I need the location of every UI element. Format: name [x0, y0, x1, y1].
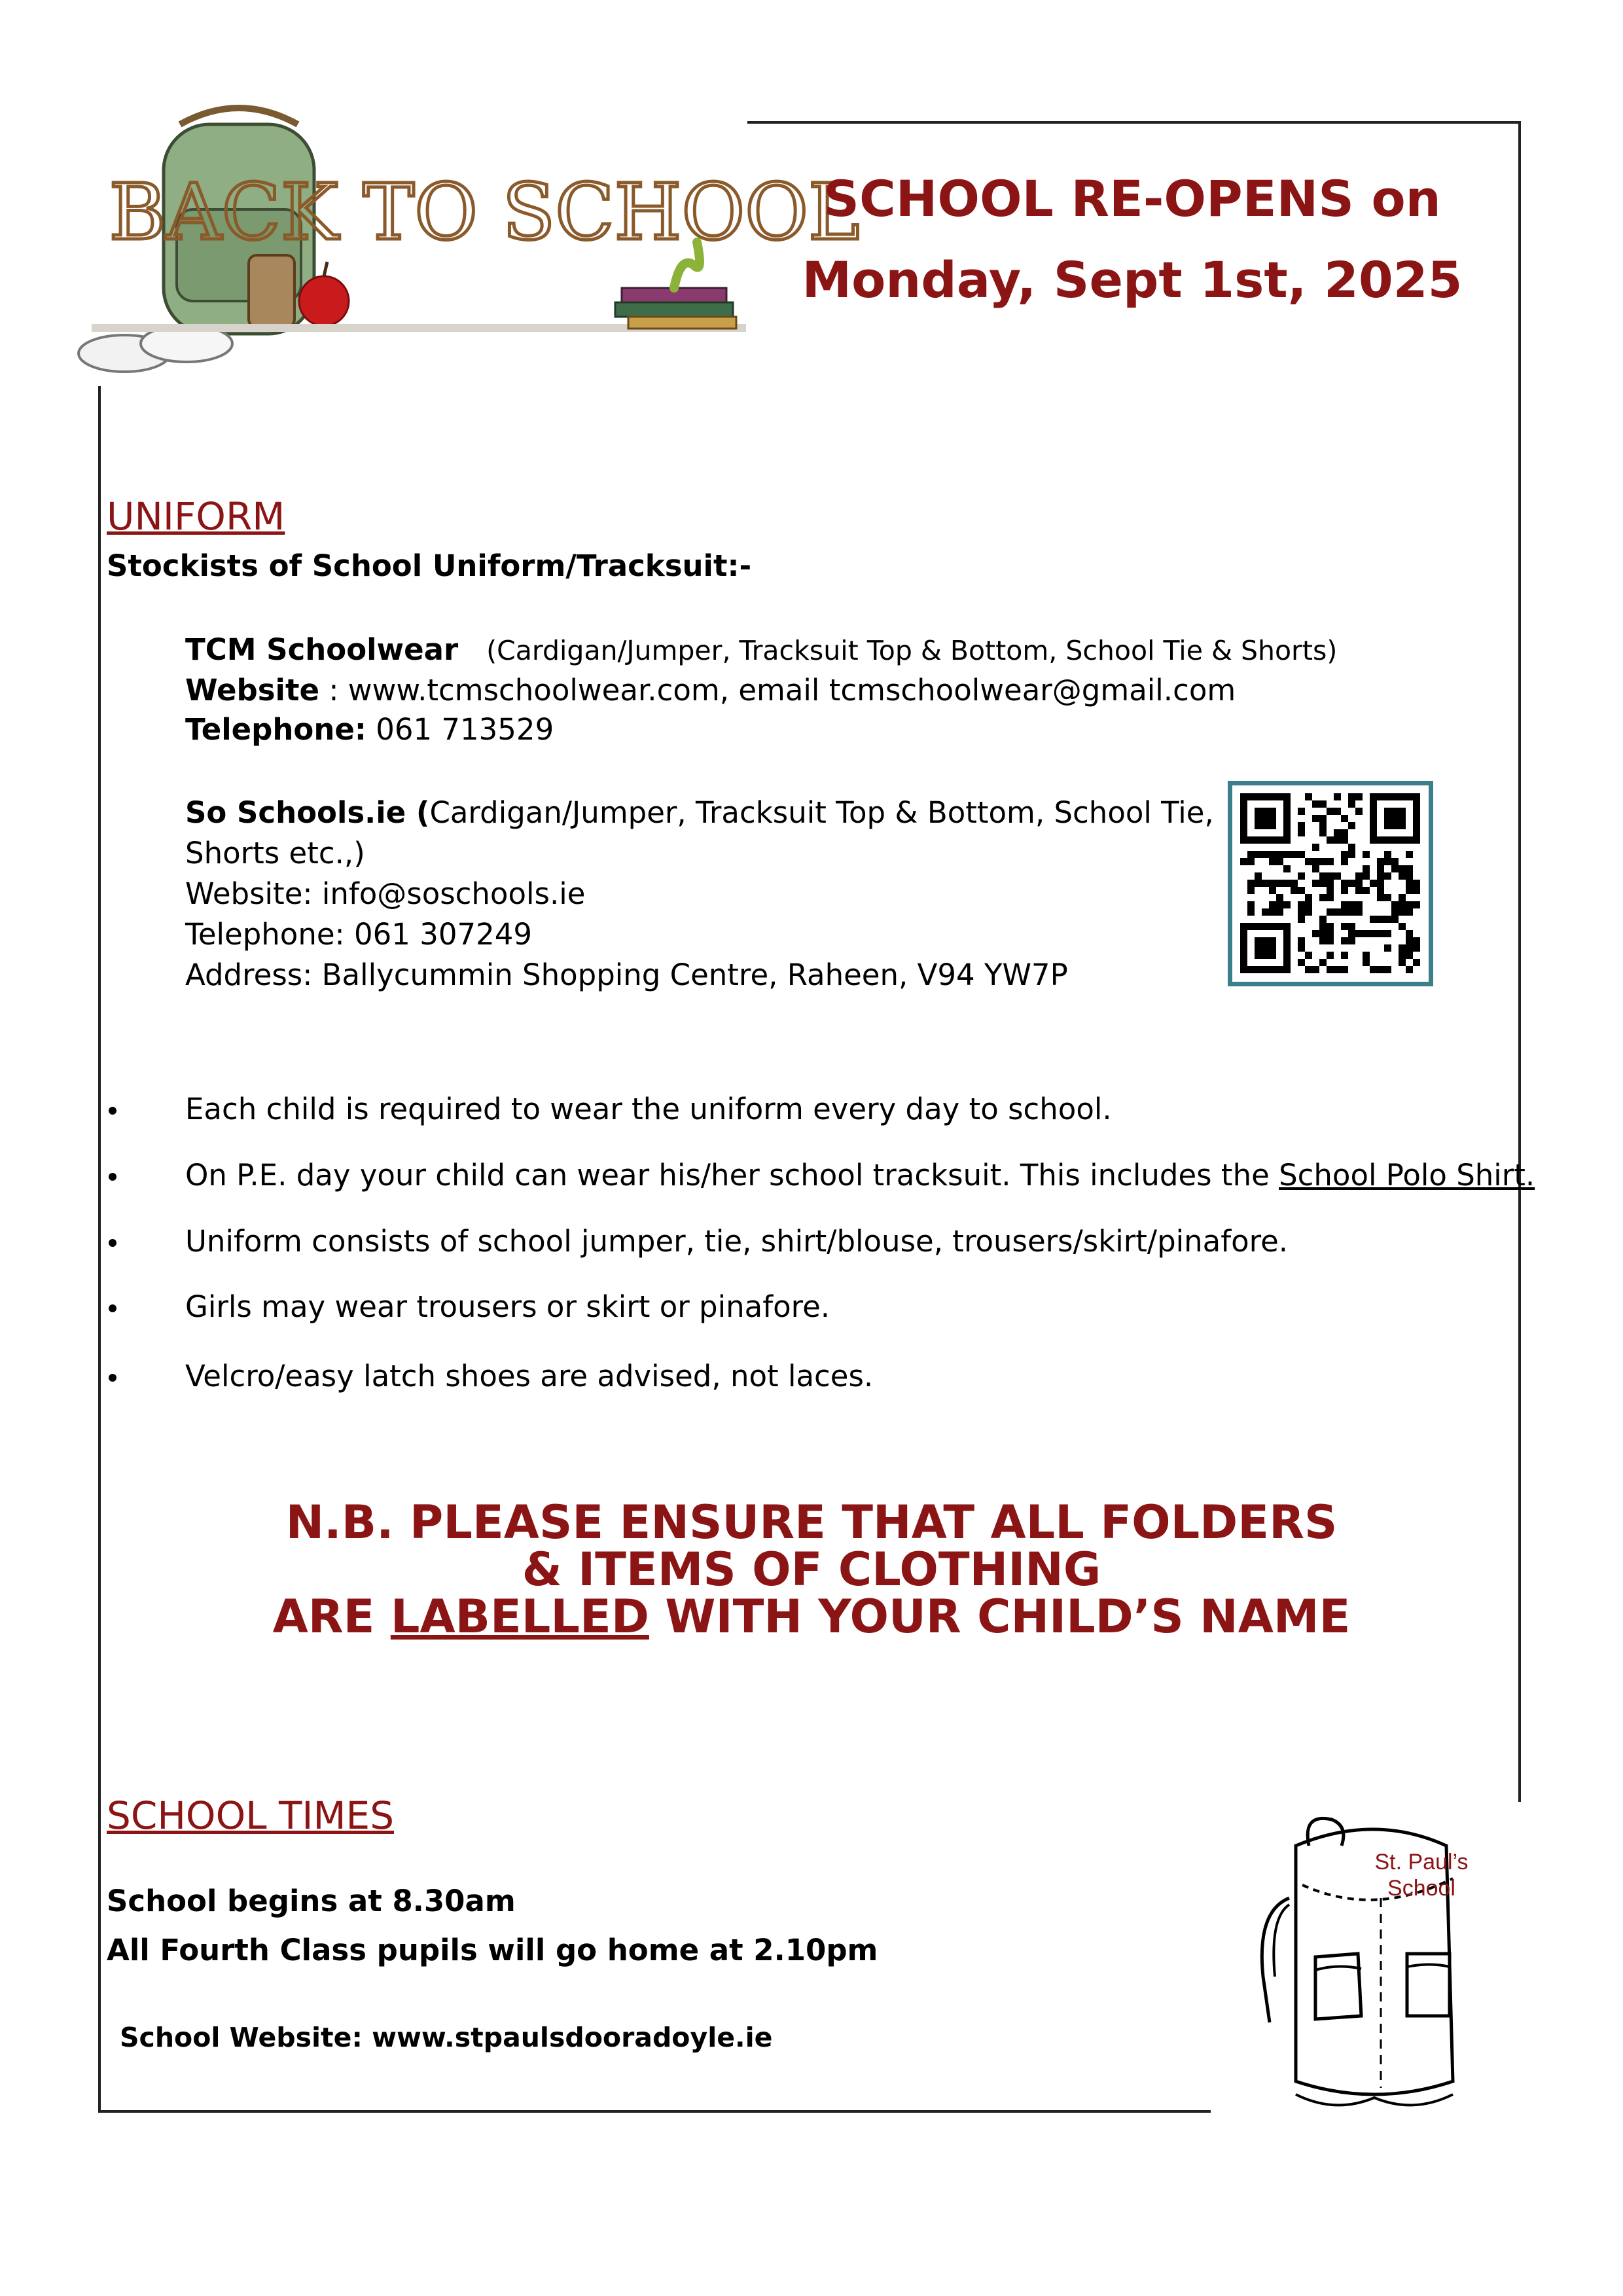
notice-line-2: & ITEMS OF CLOTHING — [522, 1543, 1101, 1596]
reopen-line-2: Monday, Sept 1st, 2025 — [802, 251, 1463, 309]
bullet-dot — [109, 1374, 116, 1382]
bullet-pe-text: On P.E. day your child can wear his/her school tracksuit. This includes the — [185, 1158, 1279, 1193]
backpack-label-line-2: School — [1387, 1876, 1455, 1901]
frame-top-border — [747, 121, 1521, 124]
tcm-telephone-value: 061 713529 — [376, 712, 554, 747]
stockists-label: Stockists of School Uniform/Tracksuit:- — [107, 548, 752, 583]
notice-line-3 — [196, 1590, 1427, 1643]
fourth-class-time: All Fourth Class pupils will go home at 2.10pm — [107, 1933, 878, 1967]
school-begins: School begins at 8.30am — [107, 1884, 516, 1918]
tcm-items: (Cardigan/Jumper, Tracksuit Top & Bottom, School Tie & Shorts) — [486, 635, 1338, 666]
tcm-telephone-label: Telephone: — [185, 712, 366, 747]
uniform-title: UNIFORM — [107, 494, 285, 539]
bullet-text — [185, 1155, 1535, 1196]
bullet-dot — [109, 1304, 116, 1312]
tcm-name: TCM Schoolwear — [185, 632, 459, 667]
bullet-dot — [109, 1107, 116, 1115]
tcm-name-line — [185, 630, 1337, 671]
soschools-name: So Schools.ie ( — [185, 795, 430, 830]
notice-line-3-pre: ARE — [272, 1590, 391, 1643]
soschools-website[interactable]: Website: info@soschools.ie — [185, 876, 586, 911]
qr-code[interactable] — [1228, 781, 1433, 986]
backpack-illustration — [1217, 1806, 1531, 2121]
back-to-school-clipart — [65, 98, 860, 393]
notice-line-3-post: WITH YOUR CHILD’S NAME — [649, 1590, 1351, 1643]
school-times-title: SCHOOL TIMES — [107, 1793, 395, 1838]
bullet-dot — [109, 1173, 116, 1181]
soschools-items-line2: Shorts etc.,) — [185, 836, 365, 870]
notice-line-1: N.B. PLEASE ENSURE THAT ALL FOLDERS — [285, 1496, 1338, 1549]
frame-left-border — [98, 386, 101, 2112]
qr-code-icon — [1232, 785, 1429, 982]
bullet-dot — [109, 1239, 116, 1247]
back-to-school-text: BACK TO SCHOOL — [109, 167, 860, 257]
polo-shirt-text: School Polo Shirt. — [1279, 1158, 1535, 1193]
tcm-telephone-line — [185, 709, 554, 750]
soschools-address: Address: Ballycummin Shopping Centre, Raheen, V94 YW7P — [185, 958, 1068, 992]
frame-bottom-border — [98, 2110, 1211, 2113]
soschools-name-line — [185, 793, 1214, 833]
tcm-website-line — [185, 670, 1236, 711]
reopen-heading — [798, 158, 1466, 321]
soschools-telephone: Telephone: 061 307249 — [185, 917, 532, 952]
notice-labelled: LABELLED — [390, 1590, 649, 1643]
reopen-line-1: SCHOOL RE-OPENS on — [823, 170, 1441, 228]
frame-right-border — [1518, 121, 1521, 1802]
labelling-notice — [196, 1496, 1427, 1643]
school-website[interactable]: School Website: www.stpaulsdooradoyle.ie — [120, 2022, 773, 2053]
tcm-website-value[interactable]: : www.tcmschoolwear.com, email tcmschoolwear@gmail.com — [329, 673, 1236, 708]
soschools-items: Cardigan/Jumper, Tracksuit Top & Bottom, School Tie, — [429, 795, 1214, 830]
bullet-text: Each child is required to wear the uniform every day to school. — [185, 1092, 1112, 1126]
tcm-website-label: Website — [185, 673, 320, 708]
backpack-label-line-1: St. Paul’s — [1374, 1850, 1469, 1874]
bullet-text: Uniform consists of school jumper, tie, shirt/blouse, trousers/skirt/pinafore. — [185, 1224, 1289, 1259]
bullet-text: Girls may wear trousers or skirt or pinafore. — [185, 1289, 830, 1324]
bullet-text: Velcro/easy latch shoes are advised, not laces. — [185, 1359, 874, 1393]
